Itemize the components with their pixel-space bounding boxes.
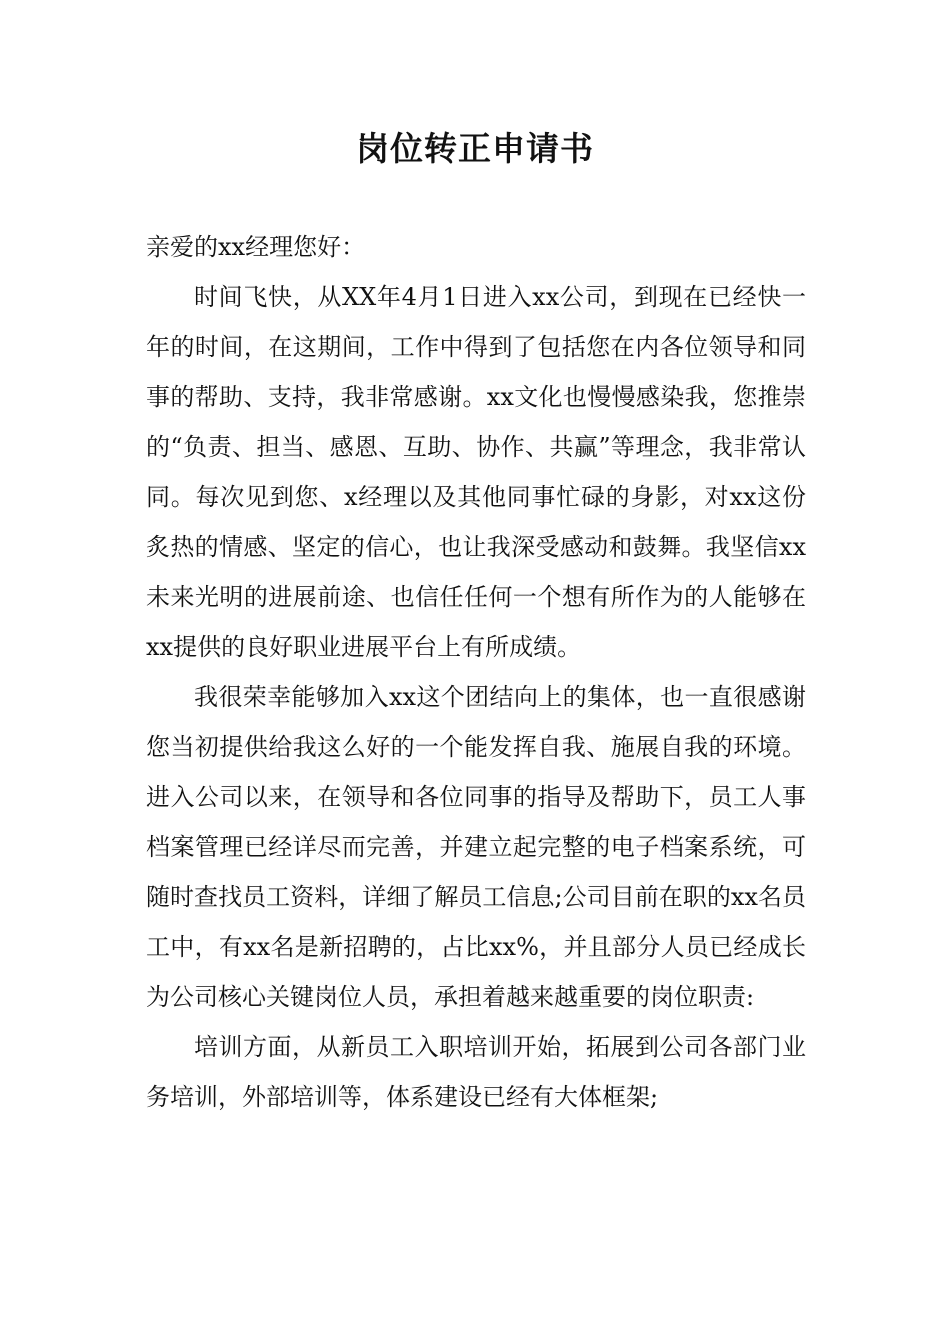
document-body	[146, 222, 806, 1122]
paragraph-2: 我很荣幸能够加入xx这个团结向上的集体，也一直很感谢您当初提供给我这么好的一个能发挥自我、施展自我的环境。进入公司以来，在领导和各位同事的指导及帮助下，员工人事档案管理已经详尽而完善，并建立起完整的电子档案系统，可随时查找员工资料，详细了解员工信息;公司目前在职的xx名员工中，有xx名是新招聘的，占比xx%，并且部分人员已经成长为公司核心关键岗位人员，承担着越来越重要的岗位职责:	[146, 683, 806, 1011]
paragraph-1: 时间飞快，从XX年4月1日进入xx公司，到现在已经快一年的时间，在这期间，工作中得到了包括您在内各位领导和同事的帮助、支持，我非常感谢。xx文化也慢慢感染我，您推崇的“负责、担当、感恩、互助、协作、共赢”等理念，我非常认同。每次见到您、x经理以及其他同事忙碌的身影，对xx这份炙热的情感、坚定的信心，也让我深受感动和鼓舞。我坚信xx未来光明的进展前途、也信任任何一个想有所作为的人能够在xx提供的良好职业进展平台上有所成绩。	[146, 283, 806, 661]
salutation: 亲爱的xx经理您好：	[146, 233, 366, 261]
document-title: 岗位转正申请书	[356, 129, 594, 168]
paragraph-3: 培训方面，从新员工入职培训开始，拓展到公司各部门业务培训，外部培训等，体系建设已经有大体框架;	[146, 1033, 806, 1111]
